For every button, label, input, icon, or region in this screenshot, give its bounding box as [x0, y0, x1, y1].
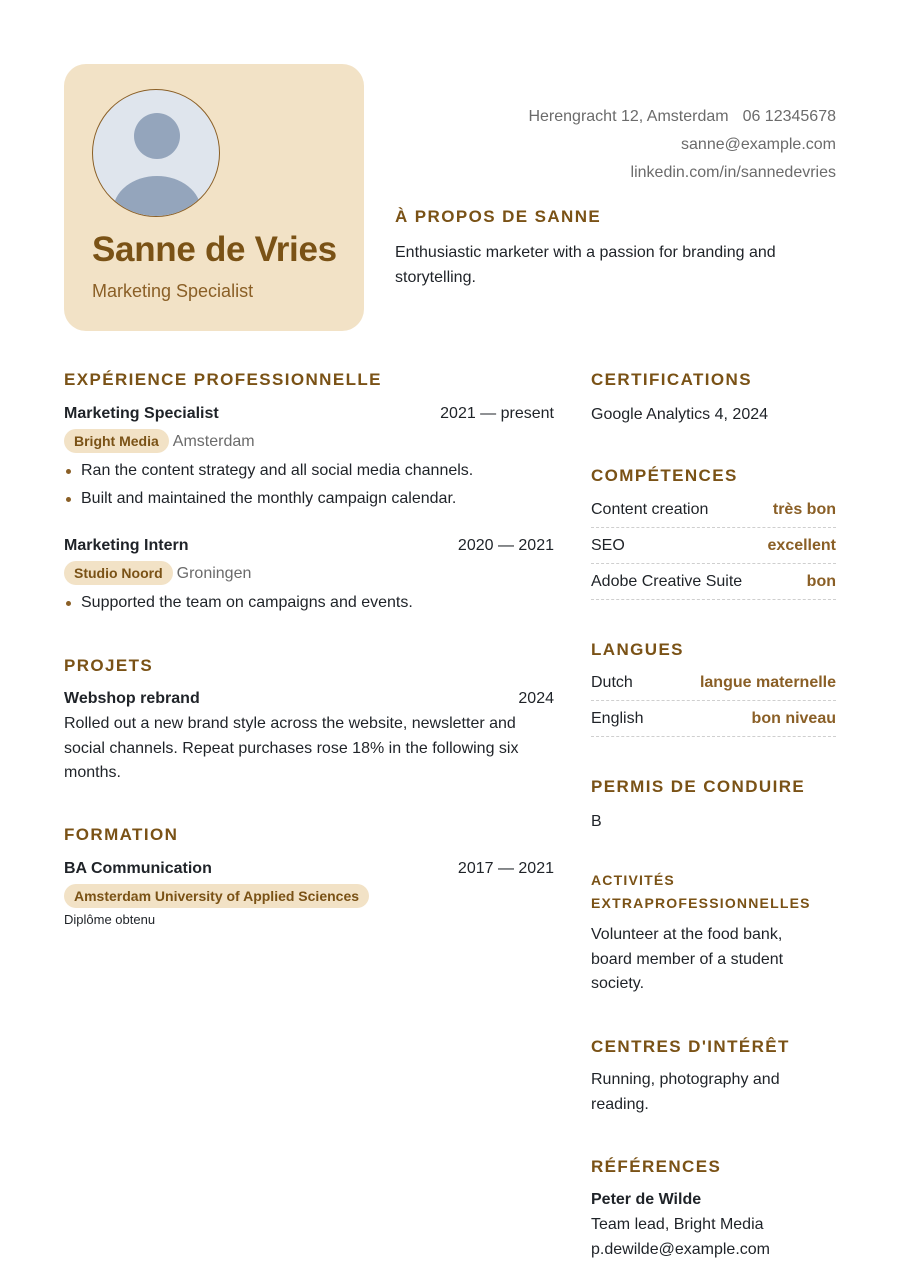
education-item: [64, 860, 554, 927]
school-badge: Amsterdam University of Applied Sciences: [64, 884, 369, 908]
skill-level: excellent: [767, 537, 836, 554]
about-text: Enthusiastic marketer with a passion for branding and storytelling.: [395, 244, 776, 286]
job-dates: 2021 — present: [440, 405, 554, 422]
linkedin: linkedin.com/in/sannedevries: [630, 164, 836, 181]
language-level: langue maternelle: [699, 674, 836, 691]
job-bullet: Supported the team on campaigns and events.: [64, 589, 554, 617]
license-value: B: [591, 813, 602, 830]
job-dates: 2020 — 2021: [457, 537, 554, 554]
certifications-title: CERTIFICATIONS: [591, 370, 752, 389]
skill-row: [591, 492, 836, 528]
project-year: 2024: [518, 690, 554, 707]
skill-row: [591, 528, 836, 564]
job-bullet: Built and maintained the monthly campaign calendar.: [64, 485, 554, 513]
language-row: [591, 665, 836, 701]
skill-level: très bon: [772, 501, 836, 518]
job-location: Groningen: [176, 565, 252, 582]
degree-title: BA Communication: [64, 860, 212, 877]
skill-name: Adobe Creative Suite: [591, 573, 743, 590]
company-badge: Bright Media: [64, 429, 169, 453]
language-row: [591, 701, 836, 737]
company-badge: Studio Noord: [64, 561, 173, 585]
project-description: Rolled out a new brand style across the website, newsletter and social channels. Repeat purchases rose 18% in the following six months.: [64, 715, 519, 781]
about-title: À PROPOS DE SANNE: [395, 207, 602, 226]
skill-row: [591, 564, 836, 600]
skills-list: [591, 492, 836, 600]
interests-text: Running, photography and reading.: [591, 1071, 780, 1113]
certification-item: Google Analytics 4, 2024: [591, 406, 769, 423]
project-item: [64, 690, 554, 786]
job-bullet: Ran the content strategy and all social media channels.: [64, 457, 554, 485]
license-title: PERMIS DE CONDUIRE: [591, 777, 806, 796]
languages-list: [591, 665, 836, 737]
experience-item: [64, 405, 554, 513]
project-title: Webshop rebrand: [64, 690, 200, 707]
language-name: Dutch: [591, 674, 633, 691]
job-location: Amsterdam: [172, 433, 255, 450]
experience-title: EXPÉRIENCE PROFESSIONNELLE: [64, 370, 382, 389]
skills-title: COMPÉTENCES: [591, 466, 738, 485]
education-dates: 2017 — 2021: [457, 860, 554, 877]
interests-title: CENTRES D'INTÉRÊT: [591, 1037, 790, 1056]
reference-role: Team lead, Bright Media: [591, 1216, 764, 1233]
reference-email: p.dewilde@example.com: [591, 1241, 770, 1258]
references-title: RÉFÉRENCES: [591, 1157, 722, 1176]
job-title: Marketing Intern: [64, 537, 189, 554]
projects-title: PROJETS: [64, 656, 154, 675]
candidate-role: Marketing Specialist: [92, 281, 254, 301]
contact-line: [528, 108, 836, 126]
activities-text: Volunteer at the food bank, board member of a student society.: [591, 926, 784, 992]
education-note: Diplôme obtenu: [64, 912, 156, 927]
skill-name: SEO: [591, 537, 625, 554]
language-name: English: [591, 710, 644, 727]
activities-title: ACTIVITÉS EXTRAPROFESSIONNELLES: [591, 872, 811, 911]
candidate-name: Sanne de Vries: [92, 230, 337, 269]
avatar-placeholder-icon: [92, 89, 220, 217]
address: Herengracht 12, Amsterdam: [528, 108, 729, 125]
job-title: Marketing Specialist: [64, 405, 219, 422]
skill-level: bon: [806, 573, 836, 590]
language-level: bon niveau: [751, 710, 836, 727]
skill-name: Content creation: [591, 501, 709, 518]
email: sanne@example.com: [681, 136, 836, 153]
languages-title: LANGUES: [591, 640, 684, 659]
education-title: FORMATION: [64, 825, 179, 844]
reference-name: Peter de Wilde: [591, 1191, 702, 1208]
experience-item: [64, 537, 554, 617]
phone: 06 12345678: [742, 108, 836, 125]
